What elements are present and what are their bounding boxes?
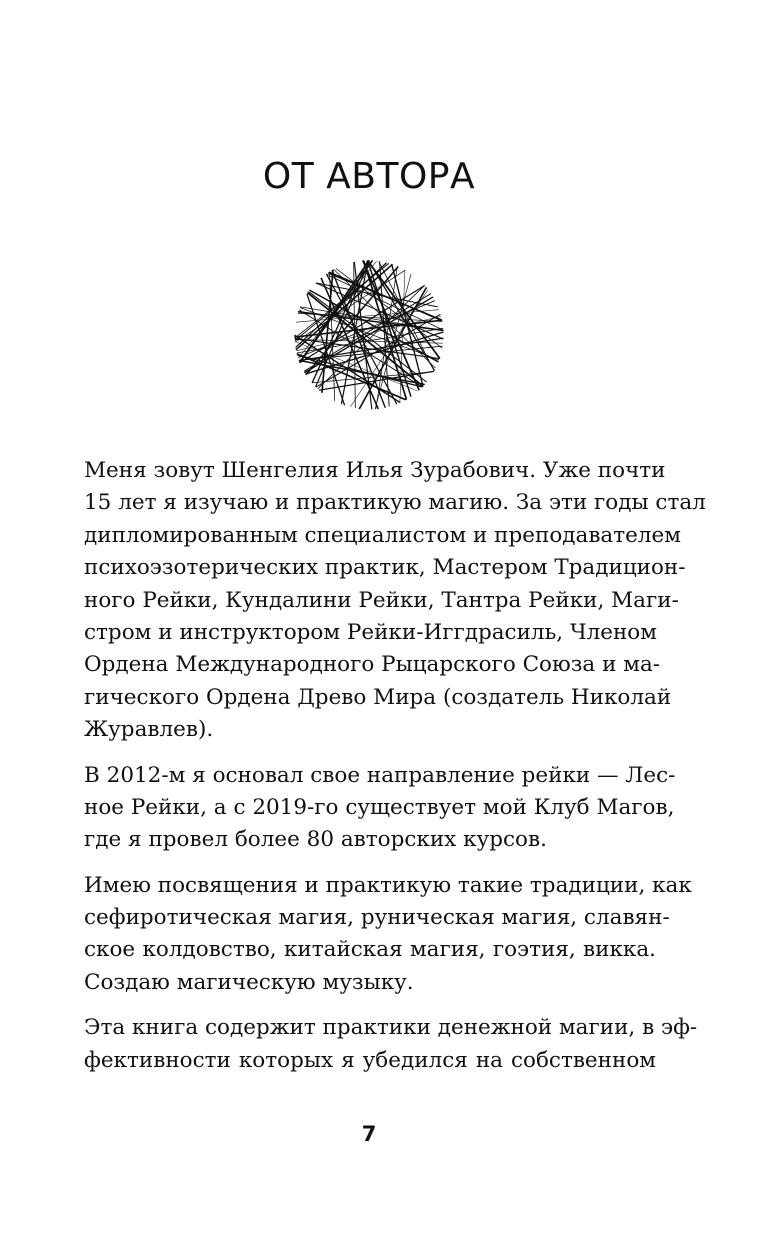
starburst-icon: [292, 258, 446, 412]
text-line: Журавлев).: [84, 717, 214, 743]
paragraph-2: [84, 760, 676, 857]
text-line: сефиротическая магия, руническая магия, славян-: [84, 905, 670, 931]
text-line: 15 лет я изучаю и практикую магию. За эти годы стал: [84, 490, 706, 516]
text-line: Меня зовут Шенгелия Илья Зурабович. Уже почти: [84, 458, 666, 483]
page-number: 7: [361, 1122, 377, 1146]
text-line: гического Ордена Древо Мира (создатель Николай: [84, 684, 672, 710]
body-text: [84, 455, 706, 1077]
paragraph-gap: [84, 999, 656, 1012]
text-line: ное Рейки, а с 2019-го существует мой Клуб Магов,: [84, 794, 675, 820]
paragraph-gap: [84, 857, 656, 870]
paragraph-1: [84, 455, 706, 747]
ornament-stroke: [298, 354, 406, 399]
text-line: Имею посвящения и практикую такие традиции, как: [84, 872, 692, 898]
text-line: ного Рейки, Кундалини Рейки, Тантра Рейки, Маги-: [84, 587, 679, 613]
paragraph-3: [84, 870, 692, 1000]
text-line: где я провел более 80 авторских курсов.: [84, 827, 547, 853]
paragraph-4: [84, 1012, 698, 1077]
paragraph-gap: [84, 747, 656, 760]
text-line: фективности которых я убедился на собственном: [84, 1047, 656, 1073]
text-line: психоэзотерических практик, Мастером Традицион-: [84, 555, 686, 581]
text-line: Эта книга содержит практики денежной магии, в эф-: [84, 1015, 698, 1041]
chapter-title: ОТ АВТОРА: [262, 156, 476, 197]
text-line: стром и инструктором Рейки-Иггдрасиль, Членом: [84, 619, 657, 645]
text-line: Ордена Международного Рыцарского Союза и ма-: [84, 652, 661, 678]
text-line: Создаю магическую музыку.: [84, 969, 414, 995]
text-line: дипломированным специалистом и преподавателем: [84, 522, 681, 548]
text-line: ское колдовство, китайская магия, гоэтия, викка.: [84, 937, 656, 963]
text-line: В 2012-м я основал свое направление рейки — Лес-: [84, 762, 676, 788]
